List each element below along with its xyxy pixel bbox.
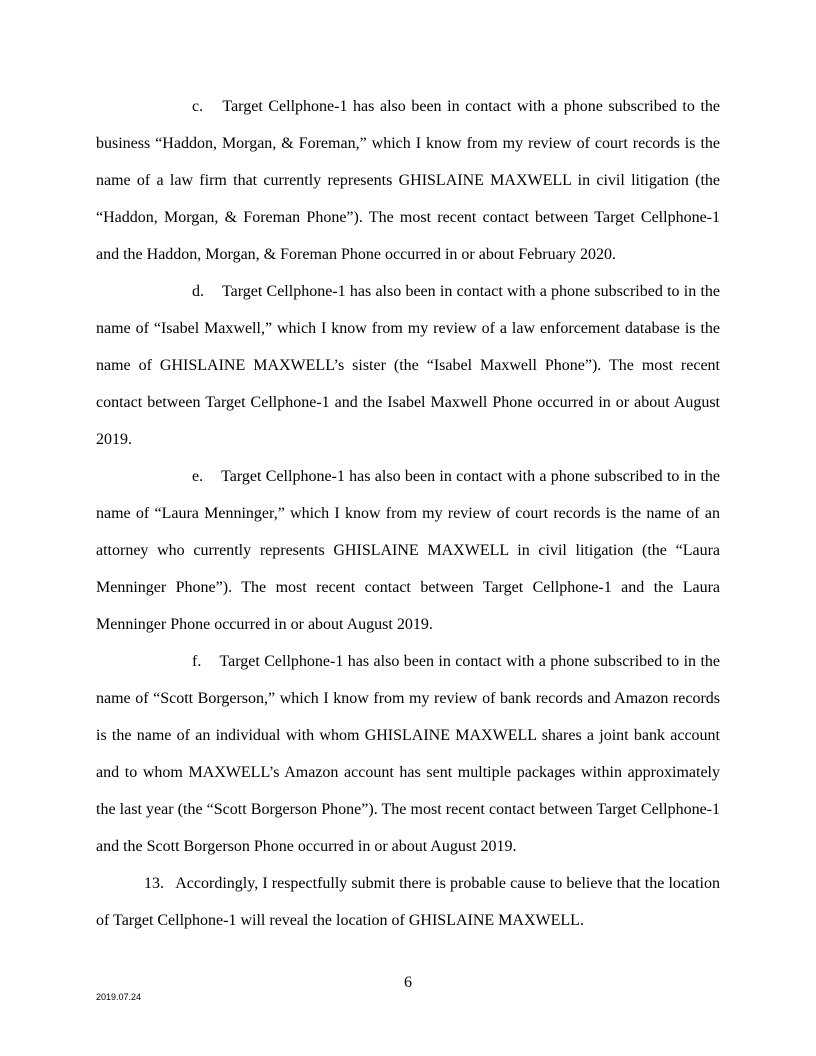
footer-date-stamp: 2019.07.24 (96, 992, 142, 1002)
subparagraph-c-text: Target Cellphone-1 has also been in contact with a phone subscribed to the business “Haddon, Morgan, & Foreman,” which I know from my review of court records is the name of a law firm that currently represents GHISLAINE MAXWELL in civil litigation (the “Haddon, Morgan, & Foreman Phone”). The most recent contact between Target Cellphone-1 and the Haddon, Morgan, & Foreman Phone occurred in or about February 2020. (96, 98, 720, 263)
document-body (96, 88, 720, 939)
paragraph-13-text: Accordingly, I respectfully submit there is probable cause to believe that the location of Target Cellphone-1 will reveal the location of GHISLAINE MAXWELL. (96, 875, 720, 929)
subparagraph-d-label: d. (192, 283, 204, 300)
subparagraph-f (96, 643, 720, 865)
subparagraph-e (96, 458, 720, 643)
subparagraph-f-label: f. (192, 653, 202, 670)
paragraph-13 (96, 865, 720, 939)
subparagraph-d-text: Target Cellphone-1 has also been in contact with a phone subscribed to in the name of “Isabel Maxwell,” which I know from my review of a law enforcement database is the name of GHISLAINE MAXWELL’s sister (the “Isabel Maxwell Phone”). The most recent contact between Target Cellphone-1 and the Isabel Maxwell Phone occurred in or about August 2019. (96, 283, 720, 448)
paragraph-13-label: 13. (144, 875, 164, 892)
page-number: 6 (404, 974, 412, 991)
subparagraph-c-label: c. (192, 98, 204, 115)
subparagraph-f-text: Target Cellphone-1 has also been in contact with a phone subscribed to in the name of “Scott Borgerson,” which I know from my review of bank records and Amazon records is the name of an individual with whom GHISLAINE MAXWELL shares a joint bank account and to whom MAXWELL’s Amazon account has sent multiple packages within approximately the last year (the “Scott Borgerson Phone”). The most recent contact between Target Cellphone-1 and the Scott Borgerson Phone occurred in or about August 2019. (96, 653, 720, 855)
subparagraph-e-text: Target Cellphone-1 has also been in contact with a phone subscribed to in the name of “Laura Menninger,” which I know from my review of court records is the name of an attorney who currently represents GHISLAINE MAXWELL in civil litigation (the “Laura Menninger Phone”). The most recent contact between Target Cellphone-1 and the Laura Menninger Phone occurred in or about August 2019. (96, 468, 720, 633)
subparagraph-e-label: e. (192, 468, 204, 485)
subparagraph-d (96, 273, 720, 458)
subparagraph-c (96, 88, 720, 273)
